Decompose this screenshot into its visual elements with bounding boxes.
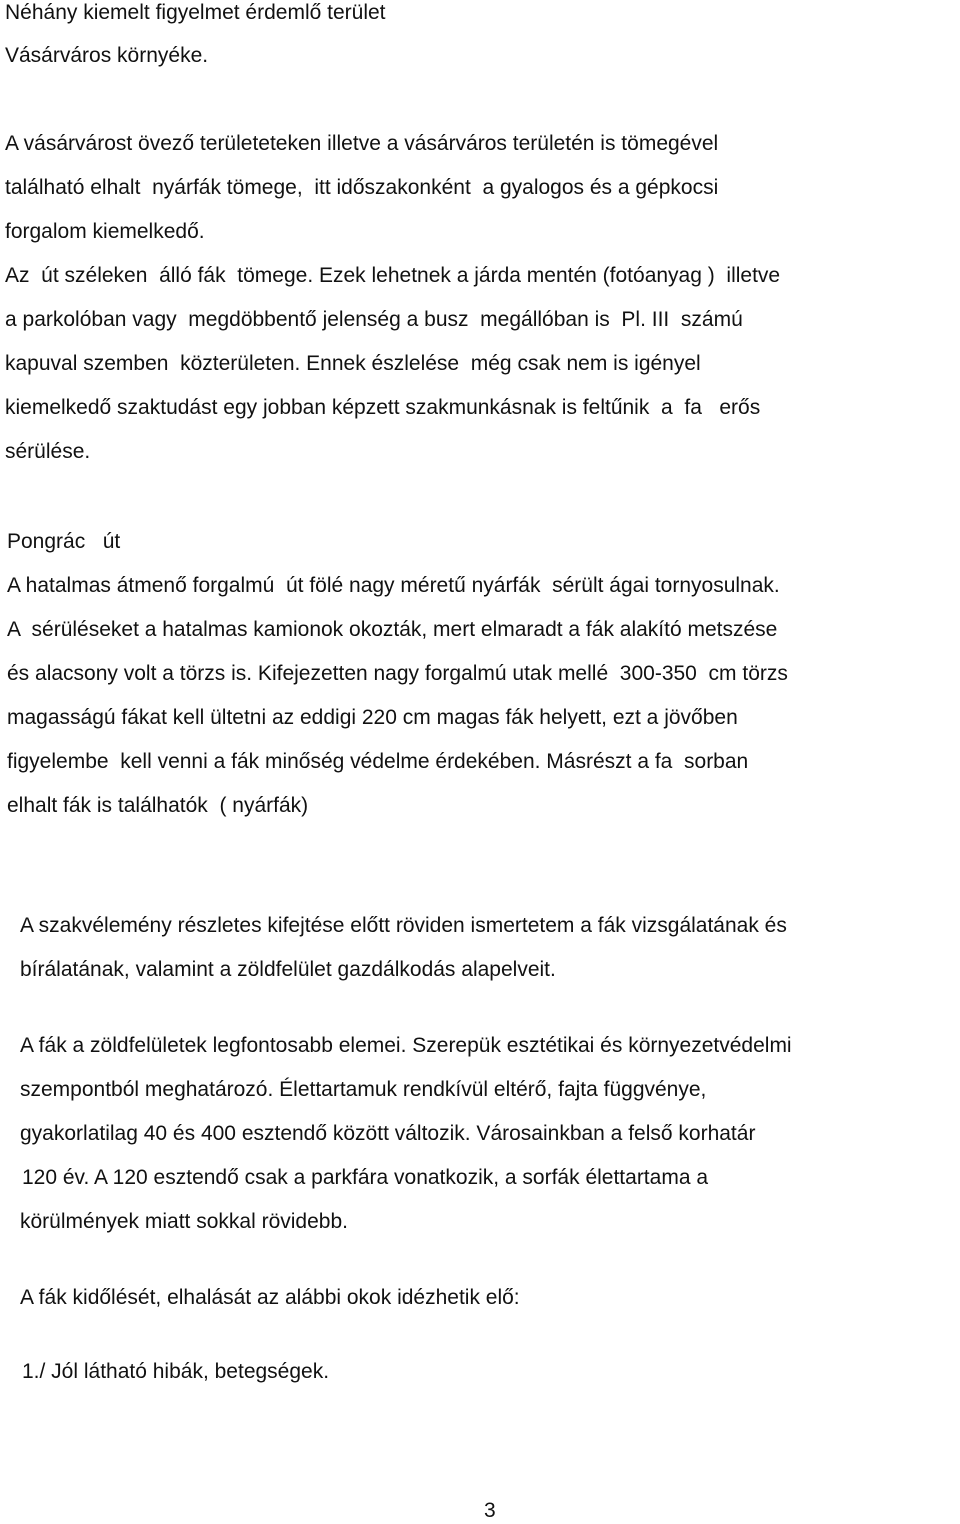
paragraph-line: és alacsony volt a törzs is. Kifejezetten nagy forgalmú utak mellé 300-350 cm törzs: [7, 662, 788, 685]
paragraph-line: magasságú fákat kell ültetni az eddigi 220 cm magas fák helyett, ezt a jövőben: [7, 706, 738, 729]
paragraph-line: gyakorlatilag 40 és 400 esztendő között változik. Városainkban a felső korhatár: [20, 1122, 756, 1145]
paragraph-line: 120 év. A 120 esztendő csak a parkfára vonatkozik, a sorfák élettartama a: [22, 1166, 709, 1189]
paragraph-line: kapuval szemben közterületen. Ennek észlelése még csak nem is igényel: [5, 352, 701, 375]
paragraph-line: A sérüléseket a hatalmas kamionok okozták, mert elmaradt a fák alakító metszése: [7, 618, 778, 641]
list-item: 1./ Jól látható hibák, betegségek.: [22, 1360, 330, 1383]
paragraph-line: körülmények miatt sokkal rövidebb.: [20, 1210, 348, 1233]
paragraph-line: bírálatának, valamint a zöldfelület gazdálkodás alapelveit.: [20, 958, 556, 981]
page-number: 3: [484, 1499, 496, 1522]
paragraph-line: elhalt fák is találhatók ( nyárfák): [7, 794, 309, 817]
paragraph-line: található elhalt nyárfák tömege, itt időszakonként a gyalogos és a gépkocsi: [5, 176, 719, 199]
paragraph-line: figyelembe kell venni a fák minőség védelme érdekében. Másrészt a fa sorban: [7, 750, 749, 773]
paragraph-line: A fák a zöldfelületek legfontosabb elemei. Szerepük esztétikai és környezetvédelmi: [20, 1034, 792, 1057]
header-subtitle: Vásárváros környéke.: [5, 44, 209, 67]
section-heading: Pongrác út: [7, 530, 121, 553]
paragraph-line: szempontból meghatározó. Élettartamuk rendkívül eltérő, fajta függvénye,: [20, 1078, 707, 1101]
paragraph-line: sérülése.: [5, 440, 91, 463]
paragraph-line: forgalom kiemelkedő.: [5, 220, 205, 243]
paragraph-line: A vásárvárost övező területeteken illetve a vásárváros területén is tömegével: [5, 132, 719, 155]
paragraph-line: A hatalmas átmenő forgalmú út fölé nagy méretű nyárfák sérült ágai tornyosulnak.: [7, 574, 780, 597]
paragraph-line: Az út széleken álló fák tömege. Ezek lehetnek a járda mentén (fotóanyag ) illetve: [5, 264, 781, 287]
paragraph-line: A fák kidőlését, elhalását az alábbi okok idézhetik elő:: [20, 1286, 520, 1309]
paragraph-line: kiemelkedő szaktudást egy jobban képzett szakmunkásnak is feltűnik a fa erős: [5, 396, 761, 419]
header-title: Néhány kiemelt figyelmet érdemlő terület: [5, 1, 386, 24]
paragraph-line: A szakvélemény részletes kifejtése előtt röviden ismertetem a fák vizsgálatának és: [20, 914, 787, 937]
paragraph-line: a parkolóban vagy megdöbbentő jelenség a busz megállóban is Pl. III számú: [5, 308, 743, 331]
